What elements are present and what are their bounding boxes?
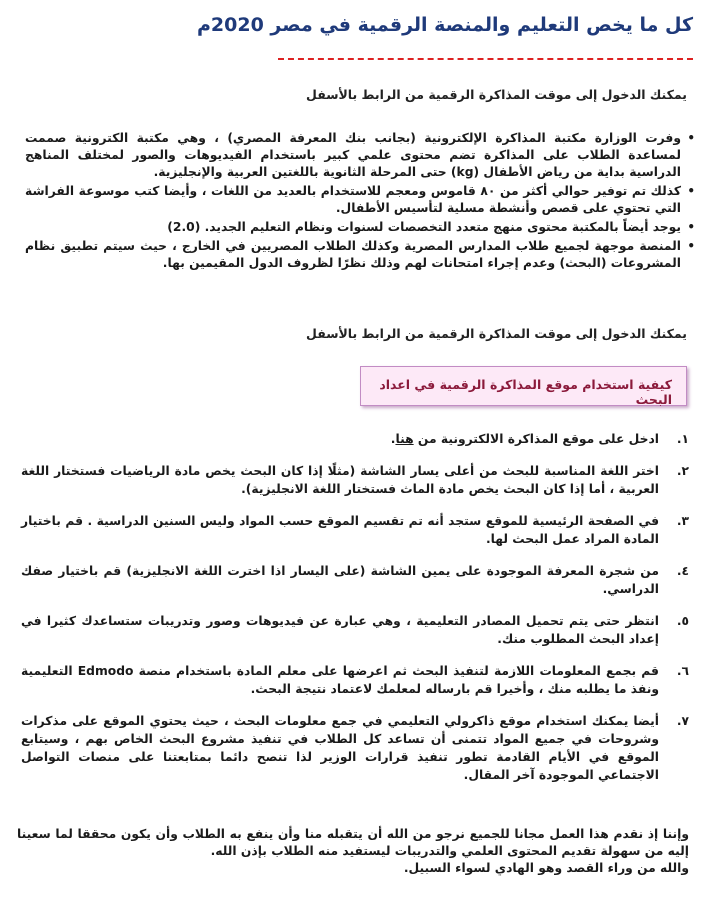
step-text: انتظر حتى يتم تحميل المصادر التعليمية ، وهي عبارة عن فيديوهات وصور وتدريبات ستساعدك كثيرا في إعداد البحث المطلوب منك. xyxy=(21,614,659,646)
steps-list xyxy=(21,430,689,798)
bullet-icon: • xyxy=(687,220,695,234)
step-item xyxy=(21,462,689,498)
step-text: من شجرة المعرفة الموجودة على يمين الشاشة (على اليسار اذا اخترت اللغة الانجليزية) قم باختيار صفك الدراسي. xyxy=(21,564,659,596)
title-divider xyxy=(278,58,693,60)
step-item xyxy=(21,430,689,448)
bullet-text: يوجد أيضاً بالمكتبة محتوى منهج متعدد التخصصات لسنوات ونظام التعليم الجديد. (2.0) xyxy=(167,220,681,234)
step-text: أيضا يمكنك استخدام موقع ذاكرولي التعليمي في جمع معلومات البحث ، حيث يحتوي الموقع على مذكرات وشروحات في جميع المواد تتمنى أن تساعد كل الطلاب في تنفيذ مشروع البحث الخاص بهم ، وسيتابع الموقع في الأيام القادمة تطور تنفيذ قرارات الوزير لذا تنصح دائما بمتابعتنا على منصات التواصل الاجتماعي الموجودة آخر المقال. xyxy=(21,714,659,782)
bullet-text: كذلك تم توفير حوالي أكثر من ٨٠ قاموس ومعجم للاستخدام بالعديد من اللغات ، وأيضا كتب موسوعة الفراشة التي تحتوي على قصص وأنشطة مسلية لتأسيس الأطفال. xyxy=(25,184,681,215)
bullet-item xyxy=(25,219,695,236)
step-number: ٥. xyxy=(676,614,689,628)
page-title: كل ما يخص التعليم والمنصة الرقمية في مصر 2020م xyxy=(196,14,693,36)
step-text-tail: . xyxy=(390,432,396,446)
subheading-link-intro-1: يمكنك الدخول إلى موقت المذاكرة الرقمية من الرابط بالأسفل xyxy=(306,87,687,102)
step-number: ٣. xyxy=(676,514,689,528)
bullet-text: وفرت الوزارة مكتبة المذاكرة الإلكترونية (بجانب بنك المعرفة المصري) ، وهي مكتبة الكترونية صممت لمساعدة الطلاب على المذاكرة تضم محتوى علمي كبير باستخدام الفيديوهات والصور لمختلف المناهج الدراسية بداية من رياض الأطفال (kg) حتى المرحلة الثانوية باللغتين العربية والإنجليزية. xyxy=(25,131,681,179)
step-item xyxy=(21,662,689,698)
bullet-item xyxy=(25,238,695,272)
bullet-list xyxy=(25,130,695,274)
step-number: ١. xyxy=(676,432,689,446)
subheading-link-intro-2: يمكنك الدخول إلى موقت المذاكرة الرقمية من الرابط بالأسفل xyxy=(306,326,687,341)
bullet-icon: • xyxy=(687,184,695,198)
bullet-text: المنصة موجهة لجميع طلاب المدارس المصرية وكذلك الطلاب المصريين في الخارج ، حيث سيتم تطبيق نظام المشروعات (البحث) وعدم إجراء امتحانات لهم وذلك نظرًا لظروف الدول المقيمين بها. xyxy=(25,239,681,270)
step-number: ٦. xyxy=(676,664,689,678)
bullet-icon: • xyxy=(687,131,695,145)
closing-paragraph xyxy=(17,826,689,877)
step-number: ٧. xyxy=(676,714,689,728)
closing-line: وإننا إذ نقدم هذا العمل مجانا للجميع نرجو من الله أن يتقبله منا وأن ينفع به الطلاب وأن يكون محققا لما سعينا إليه من سهولة تقديم المحتوى العلمي والتدريبات ليستفيد منه الطلاب بإذن الله. xyxy=(17,827,689,858)
step-text: اختر اللغة المناسبة للبحث من أعلى يسار الشاشة (مثلًا إذا كان البحث يخص مادة الرياضيات فستختار اللغة العربية ، أما إذا كان البحث يخص مادة الماث فستختار اللغة الانجليزية). xyxy=(21,464,659,496)
step-item xyxy=(21,712,689,784)
step-text: ادخل على موقع المذاكرة الالكترونية من xyxy=(413,432,659,446)
bullet-item xyxy=(25,130,695,181)
howto-heading-box xyxy=(360,366,687,406)
step-text: في الصفحة الرئيسية للموقع ستجد أنه تم تقسيم الموقع حسب المواد وليس السنين الدراسية . قم باختيار المادة المراد عمل البحث لها. xyxy=(21,514,659,546)
step-number: ٢. xyxy=(676,464,689,478)
step-item xyxy=(21,562,689,598)
site-link[interactable]: هنا xyxy=(395,432,414,446)
bullet-item xyxy=(25,183,695,217)
bullet-icon: • xyxy=(687,239,695,253)
closing-line: والله من وراء القصد وهو الهادي لسواء السبيل. xyxy=(403,861,689,875)
step-text: قم بجمع المعلومات اللازمة لتنفيذ البحث ثم اعرضها على معلم المادة باستخدام منصة Edmodo التعليمية ونفذ ما يطلبه منك ، وأخيرا قم بارساله لمعلمك لاعتماد نتيجة البحث. xyxy=(21,664,659,696)
step-item xyxy=(21,612,689,648)
step-number: ٤. xyxy=(676,564,689,578)
howto-heading: كيفية استخدام موقع المذاكرة الرقمية في اعداد البحث xyxy=(379,377,672,407)
step-item xyxy=(21,512,689,548)
